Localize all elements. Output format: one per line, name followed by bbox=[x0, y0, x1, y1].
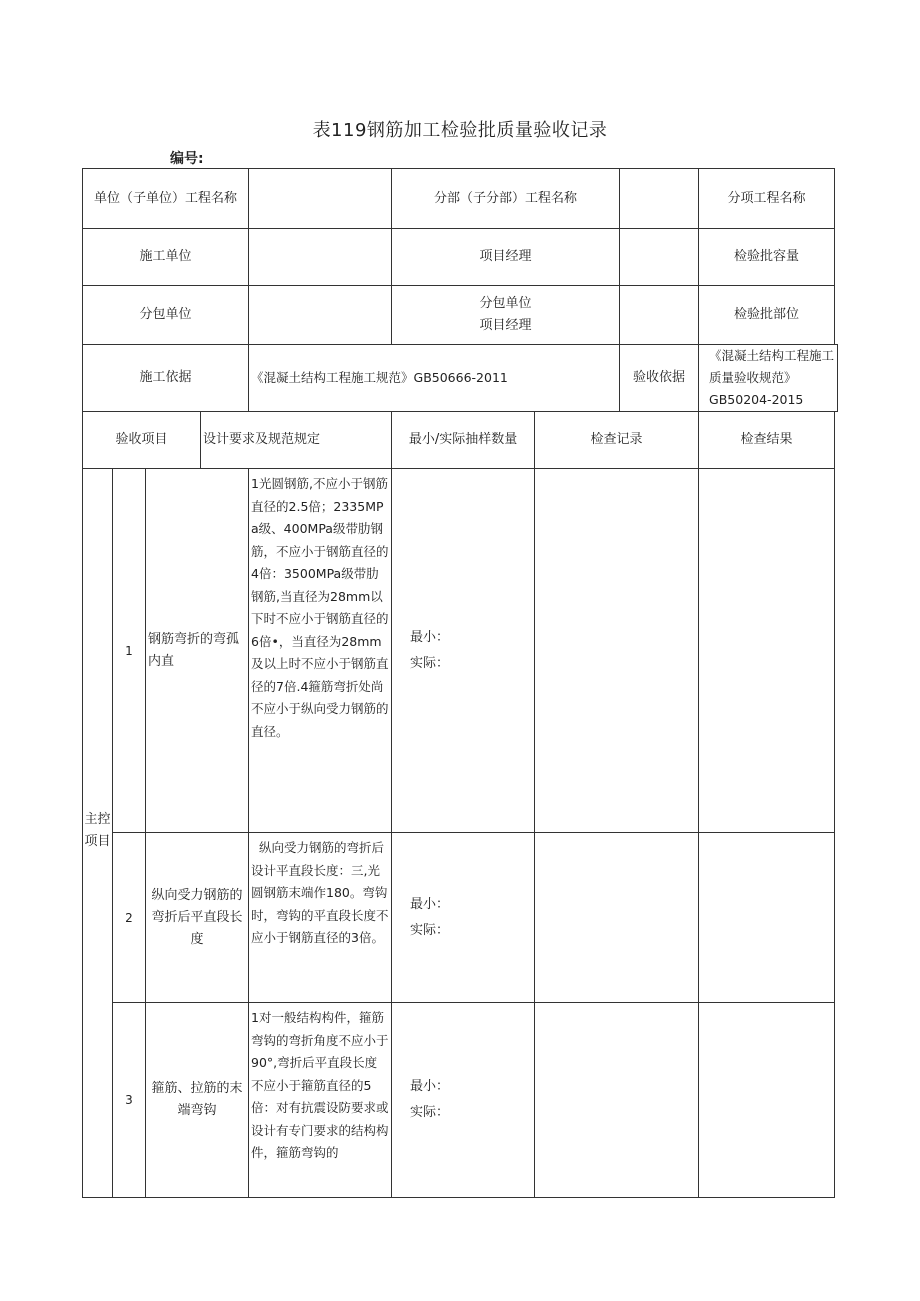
sub-pm-line-1: 分包单位 bbox=[479, 296, 532, 311]
row-3-sample[interactable] bbox=[392, 1003, 535, 1198]
batch-capacity-label: 检验批容量 bbox=[699, 229, 835, 286]
row-2-number: 2 bbox=[113, 833, 146, 1003]
row-1-name: 钢筋弯折的弯孤内直 bbox=[146, 469, 249, 833]
row-2-actual: 实际： bbox=[410, 922, 450, 938]
category-label: 主控项目 bbox=[84, 812, 111, 849]
construction-basis-label: 施工依据 bbox=[83, 345, 249, 412]
row-3-name: 箍筋、拉筋的末端弯钩 bbox=[146, 1003, 249, 1198]
row-1-result[interactable] bbox=[699, 469, 835, 833]
row-1-record[interactable] bbox=[535, 469, 699, 833]
acceptance-basis-value: 《混凝土结构工程施工质量验收规范》GB50204-2015 bbox=[699, 345, 838, 412]
row-2-sample[interactable] bbox=[392, 833, 535, 1003]
project-manager-label: 项目经理 bbox=[392, 229, 620, 286]
unit-value[interactable] bbox=[249, 169, 392, 229]
row-1-requirement: 1光圆钢筋,不应小于钢筋直径的2.5倍；2335MPa级、400MPa级带肋钢筋，不应小于钢筋直径的4倍：3500MPa级带肋钢筋,当直径为28mm以下时不应小于钢筋直径的6倍•，当直径为28mm及以上时不应小于钢筋直径的7倍.4箍筋弯折处尚不应小于纵向受力钢筋的直径。 bbox=[249, 469, 392, 833]
row-2-min: 最小： bbox=[410, 896, 450, 912]
construction-unit-value[interactable] bbox=[249, 229, 392, 286]
inspection-record-table bbox=[82, 168, 838, 1198]
project-manager-value[interactable] bbox=[620, 229, 699, 286]
column-result-header: 检查结果 bbox=[699, 412, 835, 469]
sub-pm-line-2: 项目经理 bbox=[479, 318, 532, 333]
row-1-min: 最小： bbox=[410, 629, 450, 645]
subitem-label: 分项工程名称 bbox=[699, 169, 835, 229]
subcontractor-value[interactable] bbox=[249, 286, 392, 345]
row-1-number: 1 bbox=[113, 469, 146, 833]
sub-project-manager-label bbox=[392, 286, 620, 345]
acceptance-basis-label: 验收依据 bbox=[620, 345, 699, 412]
row-2-requirement: 纵向受力钢筋的弯折后设计平直段长度：三,光圆钢筋末端作180。弯钩时，弯钩的平直段长度不应小于钢筋直径的3倍。 bbox=[249, 833, 392, 1003]
subdivision-value[interactable] bbox=[620, 169, 699, 229]
construction-basis-value: 《混凝土结构工程施工规范》GB50666-2011 bbox=[249, 345, 620, 412]
row-2-result[interactable] bbox=[699, 833, 835, 1003]
document-title: 表119钢筋加工检验批质量验收记录 bbox=[312, 120, 608, 141]
subcontractor-label: 分包单位 bbox=[83, 286, 249, 345]
column-sample-header: 最小/实际抽样数量 bbox=[392, 412, 535, 469]
column-record-header: 检查记录 bbox=[535, 412, 699, 469]
row-2-name: 纵向受力钢筋的弯折后平直段长度 bbox=[146, 833, 249, 1003]
row-3-actual: 实际： bbox=[410, 1105, 450, 1120]
column-design-header: 设计要求及规范规定 bbox=[201, 412, 392, 469]
column-item-header: 验收项目 bbox=[83, 412, 201, 469]
serial-number-label: 编号: bbox=[170, 151, 204, 167]
row-3-number: 3 bbox=[113, 1003, 146, 1198]
row-2-record[interactable] bbox=[535, 833, 699, 1003]
row-1-actual: 实际： bbox=[410, 655, 450, 671]
row-1-sample[interactable] bbox=[392, 469, 535, 833]
unit-label: 单位（子单位）工程名称 bbox=[83, 169, 249, 229]
row-3-min: 最小： bbox=[410, 1079, 450, 1094]
row-3-result[interactable] bbox=[699, 1003, 835, 1198]
row-3-record[interactable] bbox=[535, 1003, 699, 1198]
sub-project-manager-value[interactable] bbox=[620, 286, 699, 345]
construction-unit-label: 施工单位 bbox=[83, 229, 249, 286]
row-3-requirement: 1对一般结构构件，箍筋弯钩的弯折角度不应小于90°,弯折后平直段长度不应小于箍筋直径的5倍：对有抗震设防要求或设计有专门要求的结构构件，箍筋弯钩的 bbox=[249, 1003, 392, 1198]
subdivision-label: 分部（子分部）工程名称 bbox=[392, 169, 620, 229]
batch-location-label: 检验批部位 bbox=[699, 286, 835, 345]
category-cell bbox=[83, 469, 113, 1198]
